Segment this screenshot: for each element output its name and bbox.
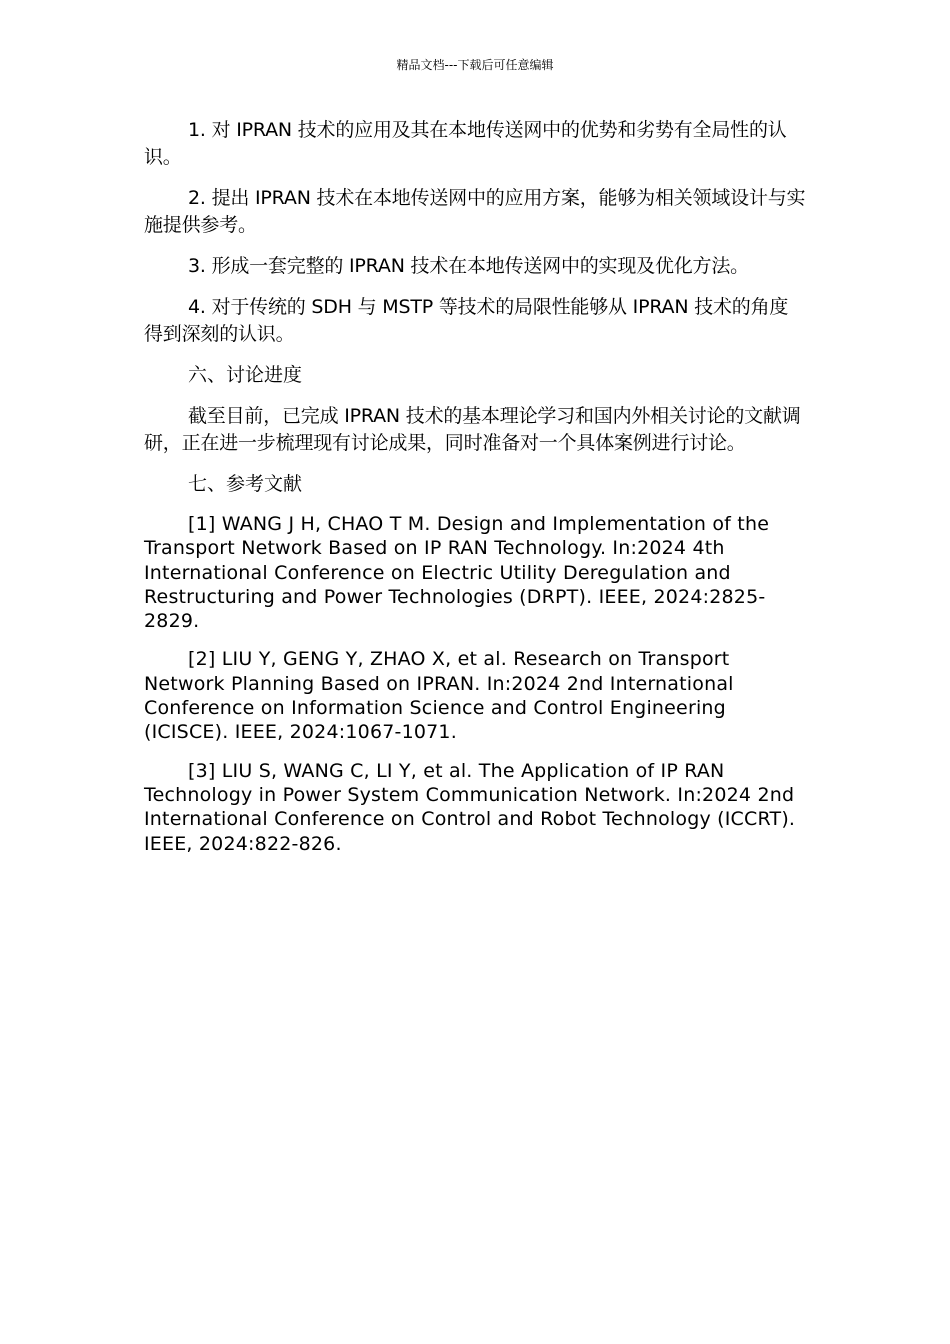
progress-heading: 六、讨论进度 [188, 364, 303, 386]
page-header: 精品文档---下载后可任意编辑 [396, 58, 554, 72]
reference-item-2: [2] LIU Y, GENG Y, ZHAO X, et al. Research on Transport Network Planning Based on IPRAN. In:2024 2nd International Conference on Information Science and Control Engineering (ICISCE). IEEE, 2024:1067-1071. [144, 648, 734, 744]
outcome-item-1: 1. 对 IPRAN 技术的应用及其在本地传送网中的优势和劣势有全局性的认识。 [144, 119, 787, 168]
reference-item-1: [1] WANG J H, CHAO T M. Design and Implementation of the Transport Network Based on IP RAN Technology. In:2024 4th International Conference on Electric Utility Deregulation and Restructuring and Power Technologies (DRPT). IEEE, 2024:2825-2829. [144, 513, 770, 633]
document-body [144, 117, 806, 870]
outcome-item-3: 3. 形成一套完整的 IPRAN 技术在本地传送网中的实现及优化方法。 [188, 255, 749, 277]
reference-item-3: [3] LIU S, WANG C, LI Y, et al. The Application of IP RAN Technology in Power System Communication Network. In:2024 2nd International Conference on Control and Robot Technology (ICCRT). IEEE, 2024:822-826. [144, 759, 796, 855]
progress-paragraph: 截至目前，已完成 IPRAN 技术的基本理论学习和国内外相关讨论的文献调研，正在进一步梳理现有讨论成果，同时准备对一个具体案例进行讨论。 [144, 405, 801, 454]
outcome-item-2: 2. 提出 IPRAN 技术在本地传送网中的应用方案，能够为相关领域设计与实施提供参考。 [144, 187, 806, 236]
references-heading: 七、参考文献 [188, 473, 303, 495]
outcome-item-4: 4. 对于传统的 SDH 与 MSTP 等技术的局限性能够从 IPRAN 技术的角度得到深刻的认识。 [144, 296, 789, 345]
